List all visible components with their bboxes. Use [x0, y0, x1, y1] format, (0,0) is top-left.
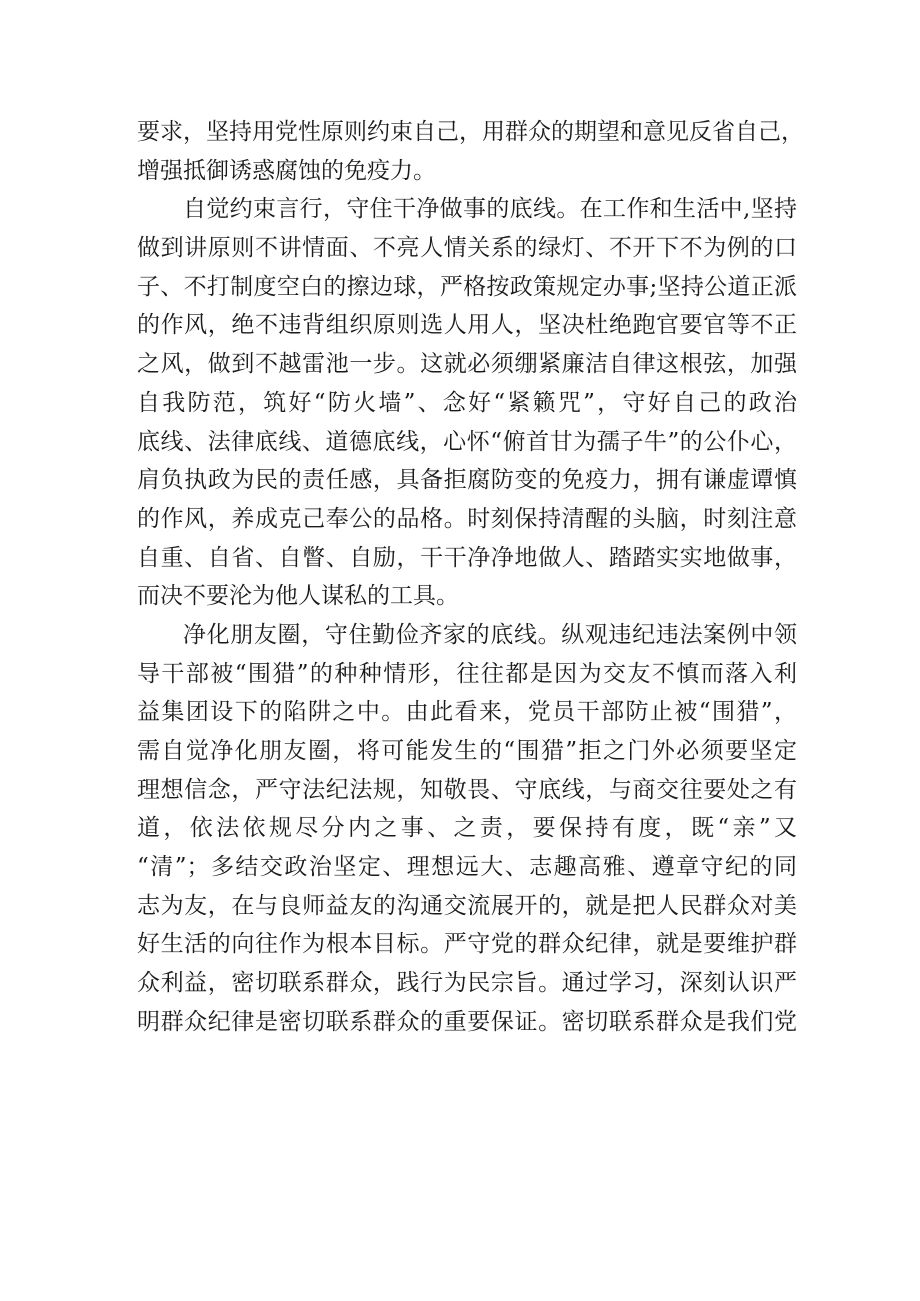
text-line: 子、不打制度空白的擦边球，严格按政策规定办事;坚持公道正派 — [137, 273, 797, 300]
text-line: 自重、自省、自瞥、自励，干干净净地做人、踏踏实实地做事， — [137, 544, 797, 571]
text-line: 明群众纪律是密切联系群众的重要保证。密切联系群众是我们党 — [137, 1008, 797, 1035]
text-line: 好生活的向往作为根本目标。严守党的群众纪律，就是要维护群 — [137, 931, 797, 958]
text-line: 做到讲原则不讲情面、不亮人情关系的绿灯、不开下不为例的口 — [137, 235, 797, 262]
text-line: “清”；多结交政治坚定、理想远大、志趣高雅、遵章守纪的同 — [137, 854, 797, 881]
text-line: 志为友，在与良师益友的沟通交流展开的，就是把人民群众对美 — [137, 892, 797, 919]
text-line: 理想信念，严守法纪法规，知敬畏、守底线，与商交往要处之有 — [137, 776, 797, 803]
text-line: 之风，做到不越雷池一步。这就必须绷紧廉洁自律这根弦，加强 — [137, 351, 797, 378]
text-line: 增强抵御诱惑腐蚀的免疫力。 — [137, 157, 436, 184]
text-line: 导干部被“围猎”的种种情形，往往都是因为交友不慎而落入利 — [137, 660, 797, 687]
text-line: 众利益，密切联系群众，践行为民宗旨。通过学习，深刻认识严 — [137, 970, 797, 997]
text-line: 需自觉净化朋友圈，将可能发生的“围猎”拒之门外必须要坚定 — [137, 738, 797, 764]
text-line: 而决不要沦为他人谋私的工具。 — [137, 583, 459, 610]
text-line: 自我防范，筑好“防火墙”、念好“紧籁咒”，守好自己的政治 — [137, 389, 797, 416]
text-line: 道，依法依规尽分内之事、之责，要保持有度，既“亲”又 — [137, 815, 797, 842]
text-line: 益集团设下的陷阱之中。由此看来，党员干部防止被“围猎”， — [137, 699, 797, 726]
text-line: 肩负执政为民的责任感，具备拒腐防变的免疫力，拥有谦虚谭慎 — [137, 467, 797, 494]
text-line: 底线、法律底线、道德底线，心怀“俯首甘为孺子牛”的公仆心， — [137, 428, 797, 455]
body-text — [137, 113, 804, 1042]
text-line: 的作风，绝不违背组织原则选人用人，坚决杜绝跑官要官等不正 — [137, 312, 797, 339]
paragraph-start-line: 净化朋友圈，守住勤俭齐家的底线。纵观违纪违法案例中领 — [183, 621, 797, 648]
paragraph-start-line: 自觉约束言行，守住干净做事的底线。在工作和生活中,坚持 — [183, 196, 797, 223]
text-line: 的作风，养成克己奉公的品格。时刻保持清醒的头脑，时刻注意 — [137, 505, 797, 532]
text-line: 要求，坚持用党性原则约束自己，用群众的期望和意见反省自己， — [137, 119, 804, 145]
